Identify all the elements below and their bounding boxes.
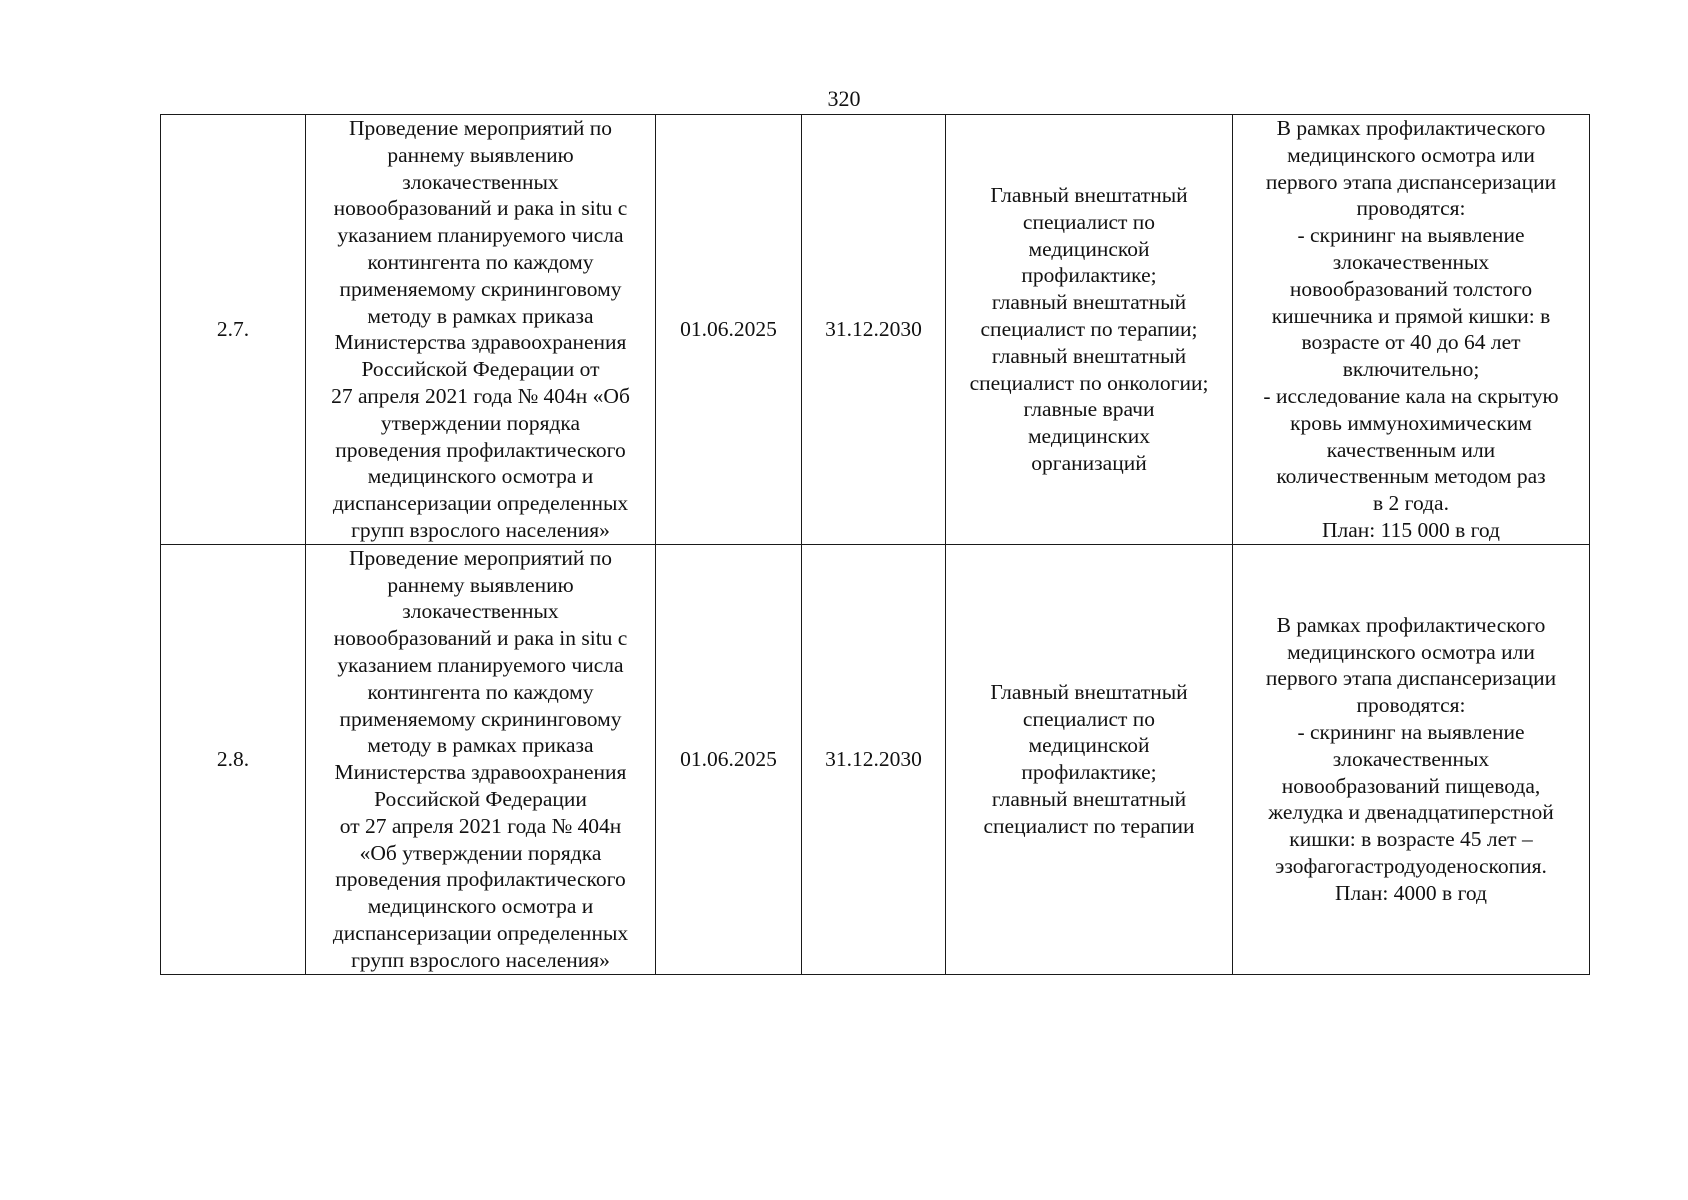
cell-text-line: эзофагогастродуоденоскопия. bbox=[1275, 853, 1547, 878]
cell-text-line: включительно; bbox=[1342, 357, 1480, 382]
cell-text-line: медицинской bbox=[1028, 733, 1150, 758]
cell-text-line: применяемому скрининговому bbox=[339, 276, 622, 301]
cell-text-line: Проведение мероприятий по bbox=[348, 116, 613, 140]
cell-text-line: раннему выявлению bbox=[387, 572, 574, 597]
cell-text-line: главный внештатный bbox=[991, 786, 1187, 811]
item-number-cell: 2.8. bbox=[161, 544, 306, 974]
indicator-cell bbox=[1233, 544, 1590, 974]
cell-text-line: кишечника и прямой кишки: в bbox=[1271, 303, 1551, 328]
cell-text-line: специалист по bbox=[1022, 706, 1156, 731]
cell-text-line: главный внештатный bbox=[991, 290, 1187, 315]
cell-text-line: проведения профилактического bbox=[335, 867, 626, 892]
cell-text-line: Главный внештатный bbox=[990, 182, 1188, 207]
cell-text-line: В рамках профилактического bbox=[1276, 116, 1546, 140]
cell-text-line: кровь иммунохимическим bbox=[1290, 410, 1532, 435]
cell-text-line: от 27 апреля 2021 года № 404н bbox=[339, 813, 622, 838]
cell-text-line: групп взрослого населения» bbox=[351, 947, 610, 972]
indicator-cell bbox=[1233, 115, 1590, 545]
measures-table bbox=[160, 114, 1590, 975]
cell-text-line: первого этапа диспансеризации bbox=[1265, 169, 1557, 194]
start-date-cell: 01.06.2025 bbox=[656, 544, 802, 974]
cell-text-line: применяемому скрининговому bbox=[339, 706, 622, 731]
cell-text-line: раннему выявлению bbox=[387, 142, 574, 167]
cell-text-line: новообразований пищевода, bbox=[1281, 773, 1541, 798]
cell-text-line: диспансеризации определенных bbox=[332, 920, 629, 945]
cell-text-line: проведения профилактического bbox=[335, 437, 626, 462]
cell-text-line: главные врачи bbox=[1023, 397, 1155, 422]
cell-text-line: первого этапа диспансеризации bbox=[1265, 666, 1557, 691]
end-date-cell: 31.12.2030 bbox=[802, 544, 946, 974]
cell-text-line: специалист по онкологии; bbox=[969, 370, 1209, 395]
cell-text-line: методу в рамках приказа bbox=[367, 733, 594, 758]
cell-text-line: главный внештатный bbox=[991, 343, 1187, 368]
cell-text-line: медицинской bbox=[1028, 236, 1150, 261]
cell-text-line: специалист по терапии; bbox=[980, 316, 1198, 341]
page-number: 320 bbox=[827, 86, 861, 111]
cell-text-line: медицинского осмотра и bbox=[367, 894, 594, 919]
cell-text-line: План: 4000 в год bbox=[1335, 880, 1487, 905]
cell-text-line: новообразований и рака in situ с bbox=[333, 196, 628, 221]
cell-text-line: медицинского осмотра или bbox=[1287, 142, 1535, 167]
cell-text-line: - исследование кала на скрытую bbox=[1263, 383, 1559, 408]
cell-text-line: злокачественных bbox=[402, 169, 559, 194]
cell-text-line: качественным или bbox=[1326, 437, 1496, 462]
cell-text-line: проводятся: bbox=[1356, 196, 1466, 221]
cell-text-line: новообразований толстого bbox=[1289, 276, 1533, 301]
cell-text-line: проводятся: bbox=[1356, 693, 1466, 718]
cell-text-line: новообразований и рака in situ с bbox=[333, 626, 628, 651]
cell-text-line: утверждении порядка bbox=[380, 410, 581, 435]
cell-text-line: специалист по терапии bbox=[983, 813, 1195, 838]
cell-text-line: возрасте от 40 до 64 лет bbox=[1301, 330, 1521, 355]
cell-text-line: медицинских bbox=[1027, 424, 1151, 449]
cell-text-line: Российской Федерации от bbox=[361, 357, 600, 382]
cell-text-line: количественным методом раз bbox=[1276, 464, 1546, 489]
cell-text-line: Главный внештатный bbox=[990, 679, 1188, 704]
cell-text-line: В рамках профилактического bbox=[1276, 612, 1546, 637]
cell-text-line: профилактике; bbox=[1021, 263, 1157, 288]
responsible-cell bbox=[946, 115, 1233, 545]
responsible-cell bbox=[946, 544, 1233, 974]
cell-text-line: Российской Федерации bbox=[374, 786, 587, 811]
cell-text-line: «Об утверждении порядка bbox=[359, 840, 602, 865]
cell-text-line: контингента по каждому bbox=[367, 249, 594, 274]
cell-text-line: организаций bbox=[1031, 450, 1147, 475]
cell-text-line: специалист по bbox=[1022, 209, 1156, 234]
measure-description-cell bbox=[306, 115, 656, 545]
cell-text-line: Министерства здравоохранения bbox=[334, 330, 627, 355]
item-number-cell: 2.7. bbox=[161, 115, 306, 545]
end-date-cell: 31.12.2030 bbox=[802, 115, 946, 545]
cell-text-line: указанием планируемого числа bbox=[337, 652, 624, 677]
cell-text-line: - скрининг на выявление bbox=[1297, 223, 1525, 248]
measure-description-cell bbox=[306, 544, 656, 974]
cell-text-line: групп взрослого населения» bbox=[351, 517, 610, 542]
table-row bbox=[161, 544, 1590, 974]
start-date-cell: 01.06.2025 bbox=[656, 115, 802, 545]
cell-text-line: указанием планируемого числа bbox=[337, 223, 624, 248]
cell-text-line: контингента по каждому bbox=[367, 679, 594, 704]
cell-text-line: диспансеризации определенных bbox=[332, 491, 629, 516]
cell-text-line: желудка и двенадцатиперстной bbox=[1268, 800, 1554, 825]
cell-text-line: медицинского осмотра или bbox=[1287, 639, 1535, 664]
cell-text-line: профилактике; bbox=[1021, 760, 1157, 785]
table-row bbox=[161, 115, 1590, 545]
cell-text-line: - скрининг на выявление bbox=[1297, 719, 1525, 744]
cell-text-line: медицинского осмотра и bbox=[367, 464, 594, 489]
cell-text-line: План: 115 000 в год bbox=[1322, 517, 1500, 542]
cell-text-line: 27 апреля 2021 года № 404н «Об bbox=[331, 383, 630, 408]
cell-text-line: кишки: в возрасте 45 лет – bbox=[1289, 827, 1533, 852]
cell-text-line: Проведение мероприятий по bbox=[348, 545, 613, 570]
cell-text-line: злокачественных bbox=[1332, 249, 1490, 274]
cell-text-line: злокачественных bbox=[402, 599, 559, 624]
cell-text-line: злокачественных bbox=[1332, 746, 1490, 771]
cell-text-line: Министерства здравоохранения bbox=[334, 760, 627, 785]
cell-text-line: методу в рамках приказа bbox=[367, 303, 594, 328]
cell-text-line: в 2 года. bbox=[1373, 491, 1449, 516]
